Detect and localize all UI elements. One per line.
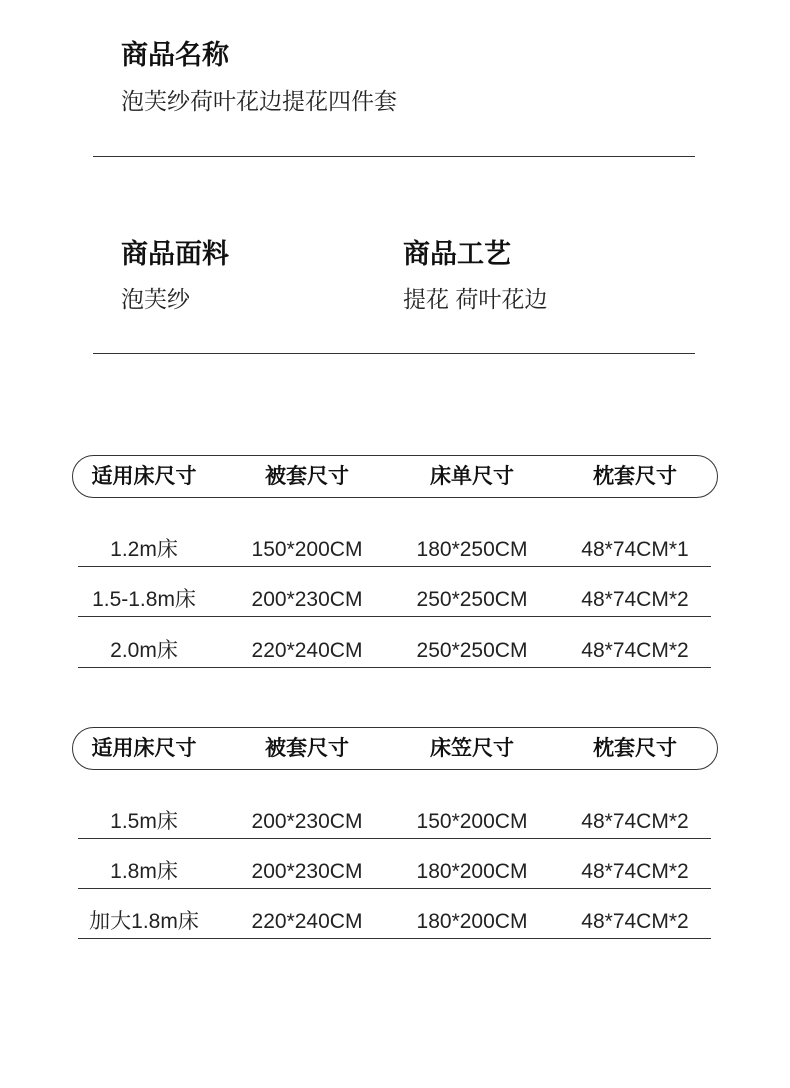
table-row — [0, 567, 790, 617]
table-cell: 48*74CM*1 — [581, 538, 689, 561]
table-row — [0, 517, 790, 567]
table-header — [0, 455, 790, 498]
header-cell-pillowcase-size: 枕套尺寸 — [593, 465, 677, 488]
table-cell: 250*250CM — [416, 639, 528, 662]
table-cell: 48*74CM*2 — [581, 910, 689, 933]
table-cell: 180*250CM — [416, 538, 528, 561]
divider — [93, 353, 695, 354]
table-cell: 1.5-1.8m床 — [92, 588, 196, 611]
row-divider — [78, 667, 711, 668]
fabric-label: 商品面料 — [121, 239, 229, 269]
table-row — [0, 789, 790, 839]
craft-value: 提花 荷叶花边 — [403, 286, 548, 312]
header-cell-bed-size: 适用床尺寸 — [91, 737, 197, 760]
table-cell: 48*74CM*2 — [581, 639, 689, 662]
table-cell: 2.0m床 — [110, 639, 178, 662]
header-cell-duvet-size: 被套尺寸 — [265, 465, 349, 488]
table-cell: 加大1.8m床 — [89, 910, 199, 933]
table-cell: 48*74CM*2 — [581, 860, 689, 883]
table-cell: 220*240CM — [251, 639, 363, 662]
table-cell: 150*200CM — [251, 538, 363, 561]
header-cell-sheet-size: 床单尺寸 — [430, 465, 514, 488]
table-cell: 180*200CM — [416, 910, 528, 933]
fabric-value: 泡芙纱 — [121, 286, 190, 312]
table-cell: 48*74CM*2 — [581, 588, 689, 611]
table-cell: 180*200CM — [416, 860, 528, 883]
row-divider — [78, 616, 711, 617]
product-name-value: 泡芙纱荷叶花边提花四件套 — [121, 88, 397, 114]
header-cell-duvet-size: 被套尺寸 — [265, 737, 349, 760]
table-header — [0, 727, 790, 770]
header-cell-pillowcase-size: 枕套尺寸 — [593, 737, 677, 760]
table-cell: 250*250CM — [416, 588, 528, 611]
table-row — [0, 618, 790, 668]
table-cell: 200*230CM — [251, 588, 363, 611]
table-row — [0, 889, 790, 939]
product-name-label: 商品名称 — [121, 40, 229, 70]
table-cell: 150*200CM — [416, 810, 528, 833]
header-cell-bed-size: 适用床尺寸 — [91, 465, 197, 488]
table-cell: 220*240CM — [251, 910, 363, 933]
row-divider — [78, 938, 711, 939]
table-cell: 1.5m床 — [110, 810, 178, 833]
table-cell: 1.8m床 — [110, 860, 178, 883]
header-cell-fitted-sheet-size: 床笠尺寸 — [430, 737, 514, 760]
divider — [93, 156, 695, 157]
table-cell: 48*74CM*2 — [581, 810, 689, 833]
table-cell: 200*230CM — [251, 860, 363, 883]
craft-label: 商品工艺 — [403, 239, 511, 269]
table-cell: 1.2m床 — [110, 538, 178, 561]
table-row — [0, 839, 790, 889]
table-cell: 200*230CM — [251, 810, 363, 833]
